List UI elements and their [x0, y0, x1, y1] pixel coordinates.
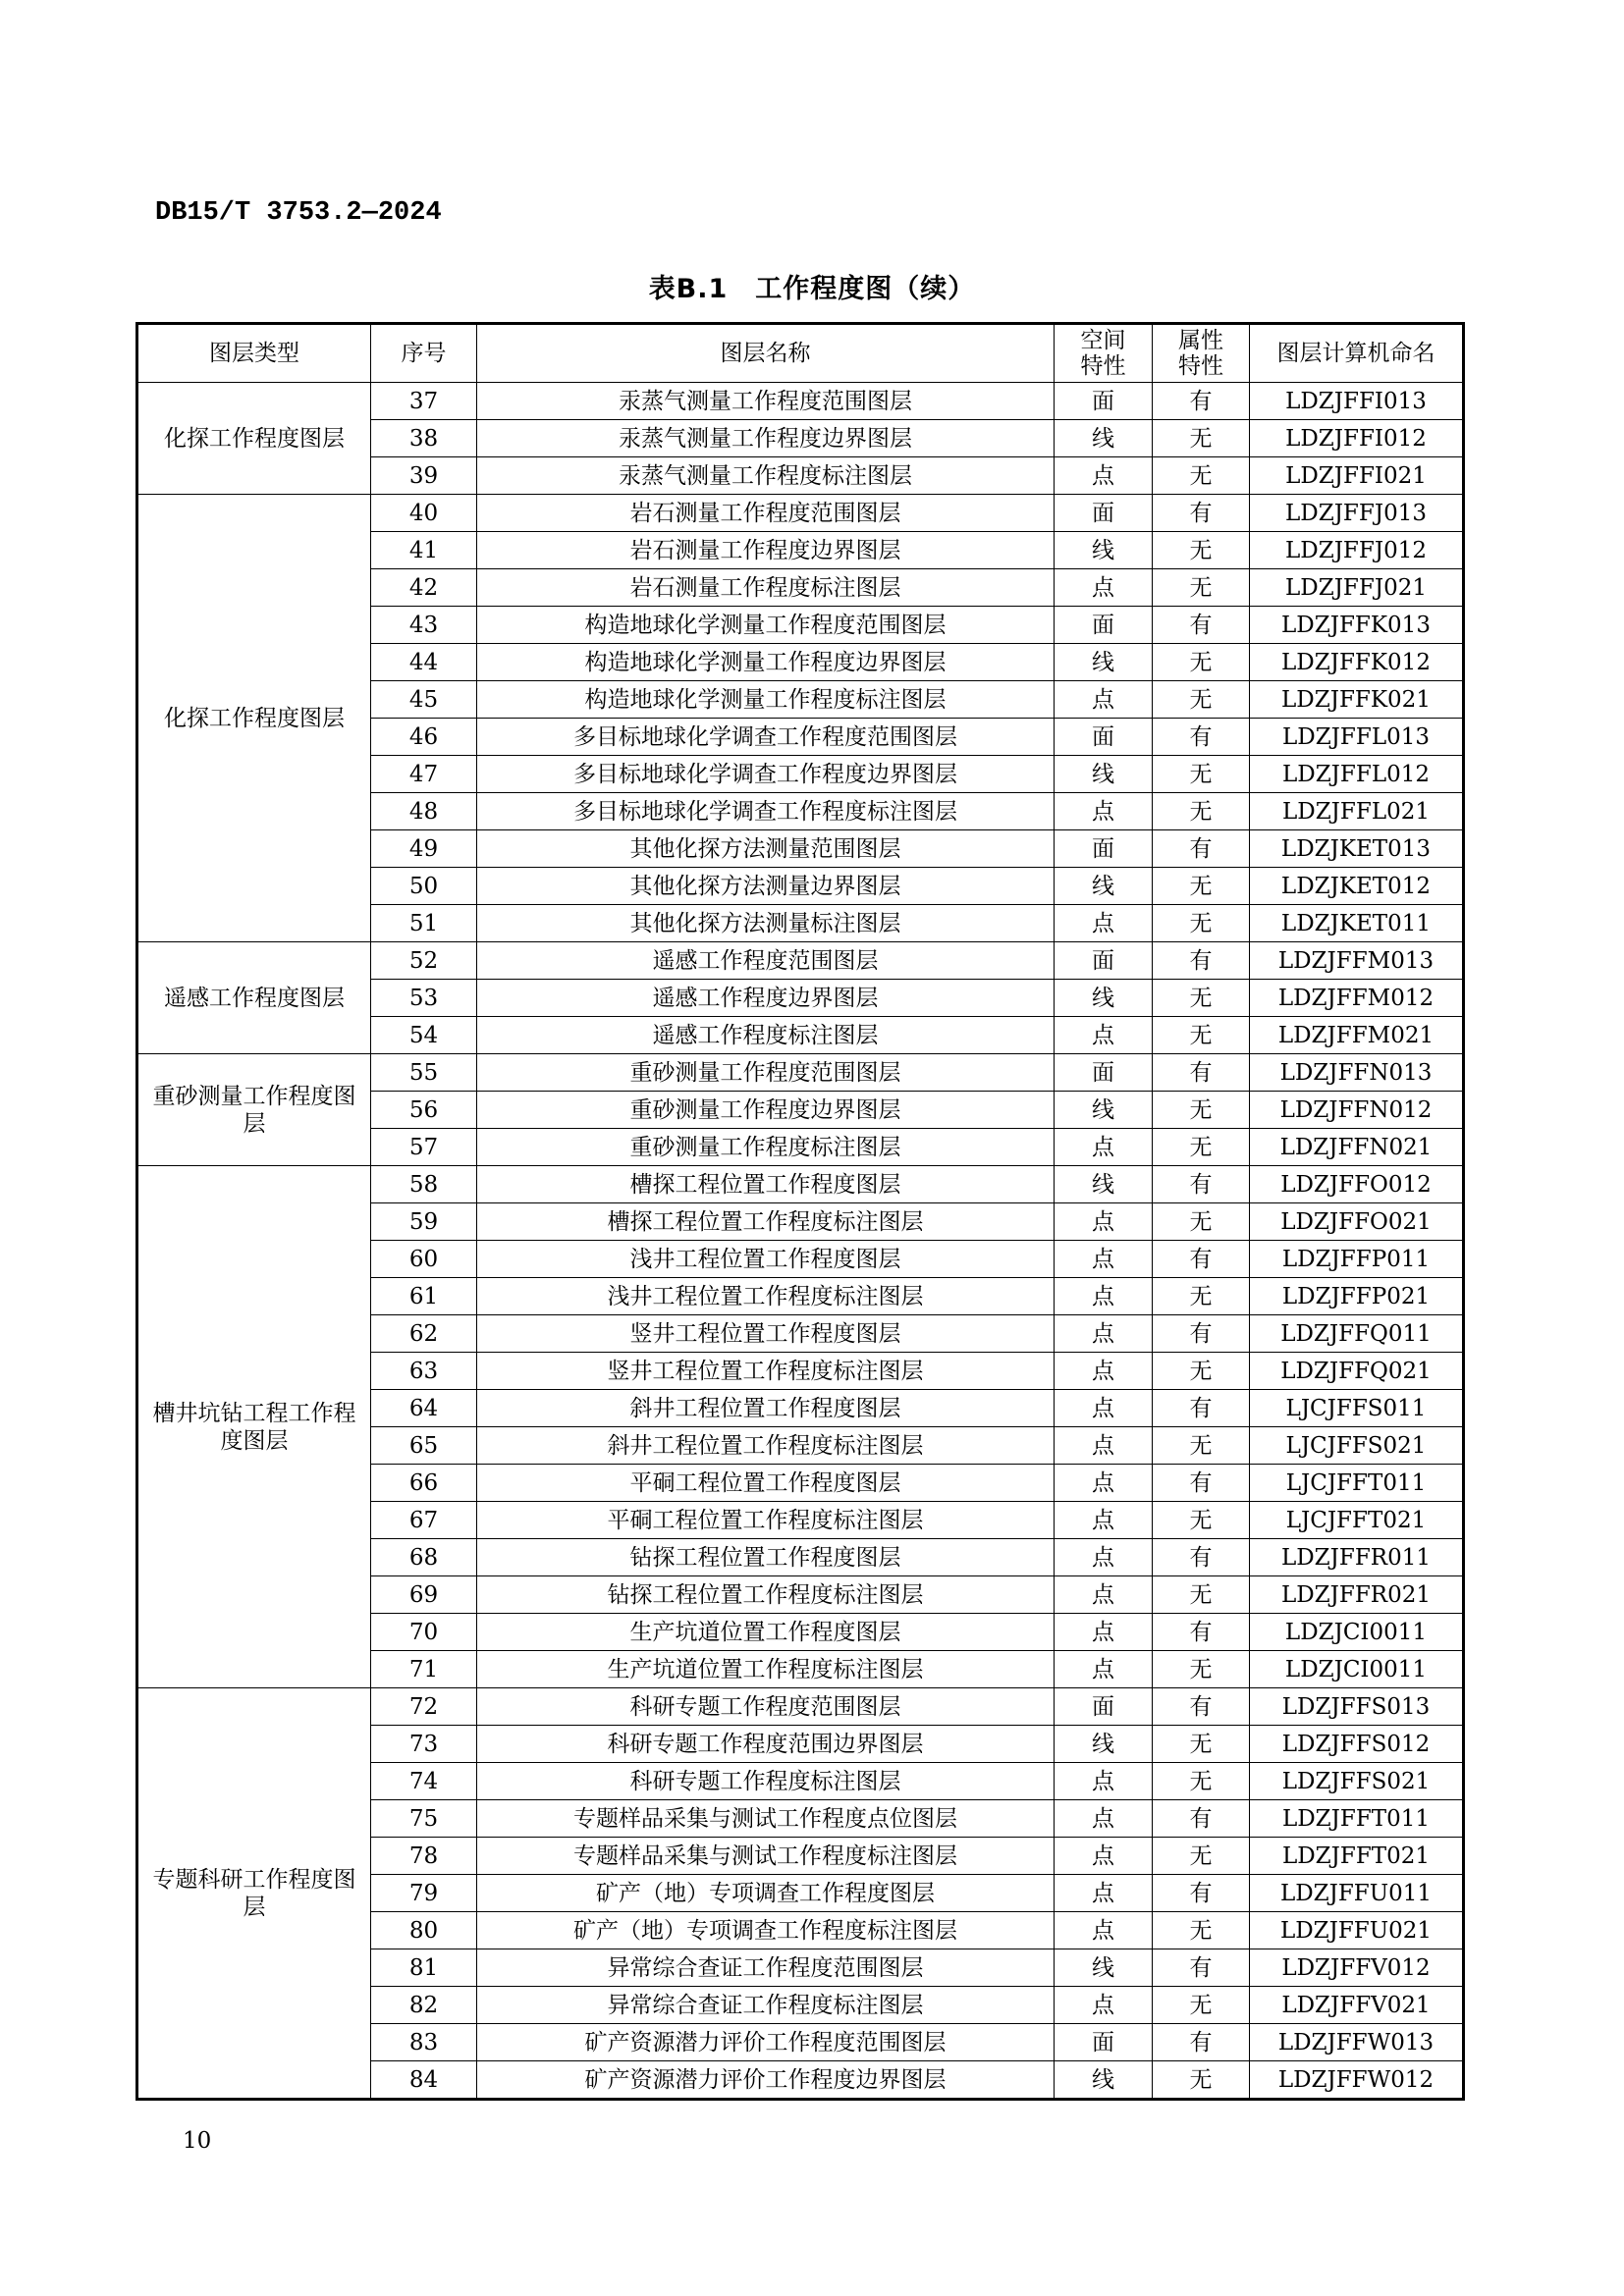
layer-name-cell: 重砂测量工作程度标注图层 [477, 1129, 1055, 1166]
computer-name-cell: LJCJFFS011 [1250, 1390, 1464, 1427]
layer-name-cell: 矿产（地）专项调查工作程度图层 [477, 1875, 1055, 1912]
layer-name-cell: 矿产资源潜力评价工作程度范围图层 [477, 2024, 1055, 2061]
computer-name-cell: LDZJKET011 [1250, 905, 1464, 942]
seq-cell: 80 [371, 1912, 477, 1949]
computer-name-cell: LDZJFFT011 [1250, 1800, 1464, 1838]
layer-name-cell: 竖井工程位置工作程度标注图层 [477, 1353, 1055, 1390]
header-seq: 序号 [371, 324, 477, 383]
attribute-cell: 有 [1153, 1390, 1250, 1427]
layer-name-cell: 平硐工程位置工作程度图层 [477, 1465, 1055, 1502]
attribute-cell: 无 [1153, 1838, 1250, 1875]
computer-name-cell: LDZJFFN012 [1250, 1092, 1464, 1129]
layer-name-cell: 异常综合查证工作程度范围图层 [477, 1949, 1055, 1987]
attribute-cell: 有 [1153, 1241, 1250, 1278]
layer-name-cell: 浅井工程位置工作程度标注图层 [477, 1278, 1055, 1315]
computer-name-cell: LDZJFFO021 [1250, 1203, 1464, 1241]
seq-cell: 37 [371, 383, 477, 420]
spatial-cell: 线 [1055, 644, 1153, 681]
computer-name-cell: LDZJFFJ013 [1250, 495, 1464, 532]
attribute-cell: 有 [1153, 1539, 1250, 1576]
seq-cell: 64 [371, 1390, 477, 1427]
computer-name-cell: LDZJKET013 [1250, 830, 1464, 868]
computer-name-cell: LJCJFFS021 [1250, 1427, 1464, 1465]
computer-name-cell: LDZJFFW012 [1250, 2061, 1464, 2100]
spatial-cell: 点 [1055, 793, 1153, 830]
layer-name-cell: 浅井工程位置工作程度图层 [477, 1241, 1055, 1278]
header-layer-type: 图层类型 [137, 324, 371, 383]
layer-name-cell: 槽探工程位置工作程度标注图层 [477, 1203, 1055, 1241]
attribute-cell: 有 [1153, 830, 1250, 868]
computer-name-cell: LDZJFFV021 [1250, 1987, 1464, 2024]
layer-name-cell: 专题样品采集与测试工作程度标注图层 [477, 1838, 1055, 1875]
seq-cell: 79 [371, 1875, 477, 1912]
computer-name-cell: LDZJFFM013 [1250, 942, 1464, 980]
layer-name-cell: 岩石测量工作程度边界图层 [477, 532, 1055, 569]
spatial-cell: 面 [1055, 719, 1153, 756]
table-row [137, 1688, 1464, 1726]
computer-name-cell: LDZJFFU011 [1250, 1875, 1464, 1912]
layer-name-cell: 重砂测量工作程度范围图层 [477, 1054, 1055, 1092]
attribute-cell: 无 [1153, 2061, 1250, 2100]
computer-name-cell: LDZJFFR011 [1250, 1539, 1464, 1576]
attribute-cell: 无 [1153, 1651, 1250, 1688]
seq-cell: 73 [371, 1726, 477, 1763]
computer-name-cell: LDZJFFK021 [1250, 681, 1464, 719]
computer-name-cell: LDZJFFK012 [1250, 644, 1464, 681]
seq-cell: 70 [371, 1614, 477, 1651]
spatial-cell: 点 [1055, 1576, 1153, 1614]
seq-cell: 41 [371, 532, 477, 569]
attribute-cell: 有 [1153, 1054, 1250, 1092]
seq-cell: 63 [371, 1353, 477, 1390]
spatial-cell: 点 [1055, 1129, 1153, 1166]
seq-cell: 60 [371, 1241, 477, 1278]
computer-name-cell: LDZJFFP021 [1250, 1278, 1464, 1315]
spatial-cell: 点 [1055, 1502, 1153, 1539]
spatial-cell: 点 [1055, 1912, 1153, 1949]
layer-name-cell: 槽探工程位置工作程度图层 [477, 1166, 1055, 1203]
attribute-cell: 有 [1153, 1688, 1250, 1726]
layer-name-cell: 重砂测量工作程度边界图层 [477, 1092, 1055, 1129]
spatial-cell: 面 [1055, 1688, 1153, 1726]
seq-cell: 46 [371, 719, 477, 756]
table-row [137, 942, 1464, 980]
attribute-cell: 无 [1153, 1726, 1250, 1763]
table-title: 表B.1 工作程度图（续） [648, 274, 976, 304]
seq-cell: 55 [371, 1054, 477, 1092]
spatial-cell: 点 [1055, 1427, 1153, 1465]
computer-name-cell: LDZJCI0011 [1250, 1614, 1464, 1651]
spatial-cell: 点 [1055, 1203, 1153, 1241]
page-number: 10 [183, 2128, 212, 2154]
layer-name-cell: 矿产资源潜力评价工作程度边界图层 [477, 2061, 1055, 2100]
layer-name-cell: 其他化探方法测量范围图层 [477, 830, 1055, 868]
computer-name-cell: LDZJFFQ021 [1250, 1353, 1464, 1390]
attribute-cell: 有 [1153, 607, 1250, 644]
layer-name-cell: 专题样品采集与测试工作程度点位图层 [477, 1800, 1055, 1838]
spatial-cell: 点 [1055, 1278, 1153, 1315]
attribute-cell: 无 [1153, 905, 1250, 942]
attribute-cell: 无 [1153, 1129, 1250, 1166]
seq-cell: 75 [371, 1800, 477, 1838]
computer-name-cell: LDZJFFR021 [1250, 1576, 1464, 1614]
layer-name-cell: 科研专题工作程度范围图层 [477, 1688, 1055, 1726]
seq-cell: 67 [371, 1502, 477, 1539]
computer-name-cell: LDZJFFJ012 [1250, 532, 1464, 569]
computer-name-cell: LDZJFFJ021 [1250, 569, 1464, 607]
spatial-cell: 点 [1055, 1987, 1153, 2024]
spatial-cell: 面 [1055, 383, 1153, 420]
layer-name-cell: 斜井工程位置工作程度标注图层 [477, 1427, 1055, 1465]
spatial-cell: 点 [1055, 1651, 1153, 1688]
attribute-cell: 无 [1153, 1203, 1250, 1241]
attribute-cell: 无 [1153, 681, 1250, 719]
layer-name-cell: 岩石测量工作程度标注图层 [477, 569, 1055, 607]
attribute-cell: 无 [1153, 457, 1250, 495]
layer-name-cell: 构造地球化学测量工作程度范围图层 [477, 607, 1055, 644]
seq-cell: 51 [371, 905, 477, 942]
attribute-cell: 无 [1153, 644, 1250, 681]
seq-cell: 47 [371, 756, 477, 793]
spatial-cell: 面 [1055, 942, 1153, 980]
spatial-cell: 线 [1055, 1726, 1153, 1763]
layer-table [135, 322, 1465, 2101]
header-layer-name: 图层名称 [477, 324, 1055, 383]
spatial-cell: 面 [1055, 495, 1153, 532]
layer-name-cell: 竖井工程位置工作程度图层 [477, 1315, 1055, 1353]
seq-cell: 59 [371, 1203, 477, 1241]
attribute-cell: 有 [1153, 1315, 1250, 1353]
spatial-cell: 面 [1055, 2024, 1153, 2061]
computer-name-cell: LDZJFFS021 [1250, 1763, 1464, 1800]
seq-cell: 56 [371, 1092, 477, 1129]
layer-name-cell: 生产坑道位置工作程度图层 [477, 1614, 1055, 1651]
attribute-cell: 有 [1153, 719, 1250, 756]
computer-name-cell: LDZJFFM021 [1250, 1017, 1464, 1054]
header-attribute: 属性特性 [1153, 324, 1250, 383]
spatial-cell: 点 [1055, 569, 1153, 607]
layer-name-cell: 其他化探方法测量标注图层 [477, 905, 1055, 942]
table-row [137, 1166, 1464, 1203]
computer-name-cell: LDZJFFK013 [1250, 607, 1464, 644]
attribute-cell: 无 [1153, 1576, 1250, 1614]
spatial-cell: 面 [1055, 1054, 1153, 1092]
attribute-cell: 有 [1153, 1800, 1250, 1838]
attribute-cell: 有 [1153, 383, 1250, 420]
seq-cell: 49 [371, 830, 477, 868]
seq-cell: 57 [371, 1129, 477, 1166]
computer-name-cell: LDZJFFI013 [1250, 383, 1464, 420]
seq-cell: 45 [371, 681, 477, 719]
layer-name-cell: 异常综合查证工作程度标注图层 [477, 1987, 1055, 2024]
seq-cell: 50 [371, 868, 477, 905]
attribute-cell: 无 [1153, 868, 1250, 905]
attribute-cell: 无 [1153, 420, 1250, 457]
computer-name-cell: LDZJCI0011 [1250, 1651, 1464, 1688]
layer-name-cell: 钻探工程位置工作程度标注图层 [477, 1576, 1055, 1614]
seq-cell: 84 [371, 2061, 477, 2100]
spatial-cell: 点 [1055, 1353, 1153, 1390]
seq-cell: 72 [371, 1688, 477, 1726]
spatial-cell: 面 [1055, 607, 1153, 644]
seq-cell: 71 [371, 1651, 477, 1688]
attribute-cell: 无 [1153, 1353, 1250, 1390]
seq-cell: 43 [371, 607, 477, 644]
seq-cell: 61 [371, 1278, 477, 1315]
seq-cell: 44 [371, 644, 477, 681]
attribute-cell: 有 [1153, 1614, 1250, 1651]
spatial-cell: 线 [1055, 1949, 1153, 1987]
attribute-cell: 无 [1153, 1427, 1250, 1465]
layer-name-cell: 岩石测量工作程度范围图层 [477, 495, 1055, 532]
layer-name-cell: 汞蒸气测量工作程度标注图层 [477, 457, 1055, 495]
layer-type-cell: 专题科研工作程度图层 [137, 1688, 371, 2100]
layer-name-cell: 斜井工程位置工作程度图层 [477, 1390, 1055, 1427]
spatial-cell: 线 [1055, 532, 1153, 569]
seq-cell: 58 [371, 1166, 477, 1203]
computer-name-cell: LDZJFFU021 [1250, 1912, 1464, 1949]
spatial-cell: 点 [1055, 1763, 1153, 1800]
spatial-cell: 线 [1055, 420, 1153, 457]
spatial-cell: 面 [1055, 830, 1153, 868]
layer-name-cell: 汞蒸气测量工作程度边界图层 [477, 420, 1055, 457]
attribute-cell: 有 [1153, 1166, 1250, 1203]
spatial-cell: 线 [1055, 756, 1153, 793]
computer-name-cell: LDZJFFT021 [1250, 1838, 1464, 1875]
layer-name-cell: 科研专题工作程度标注图层 [477, 1763, 1055, 1800]
spatial-cell: 线 [1055, 2061, 1153, 2100]
spatial-cell: 线 [1055, 980, 1153, 1017]
computer-name-cell: LDZJFFL012 [1250, 756, 1464, 793]
seq-cell: 83 [371, 2024, 477, 2061]
table-row [137, 495, 1464, 532]
layer-name-cell: 遥感工作程度标注图层 [477, 1017, 1055, 1054]
table-row [137, 1054, 1464, 1092]
layer-name-cell: 遥感工作程度边界图层 [477, 980, 1055, 1017]
seq-cell: 48 [371, 793, 477, 830]
seq-cell: 42 [371, 569, 477, 607]
spatial-cell: 点 [1055, 905, 1153, 942]
seq-cell: 68 [371, 1539, 477, 1576]
attribute-cell: 有 [1153, 2024, 1250, 2061]
spatial-cell: 点 [1055, 1465, 1153, 1502]
seq-cell: 53 [371, 980, 477, 1017]
layer-name-cell: 生产坑道位置工作程度标注图层 [477, 1651, 1055, 1688]
seq-cell: 82 [371, 1987, 477, 2024]
seq-cell: 40 [371, 495, 477, 532]
layer-name-cell: 构造地球化学测量工作程度标注图层 [477, 681, 1055, 719]
table-header-row [137, 324, 1464, 383]
spatial-cell: 点 [1055, 457, 1153, 495]
spatial-cell: 点 [1055, 1017, 1153, 1054]
attribute-cell: 有 [1153, 495, 1250, 532]
layer-name-cell: 平硐工程位置工作程度标注图层 [477, 1502, 1055, 1539]
spatial-cell: 线 [1055, 1166, 1153, 1203]
seq-cell: 62 [371, 1315, 477, 1353]
attribute-cell: 无 [1153, 1017, 1250, 1054]
attribute-cell: 有 [1153, 1875, 1250, 1912]
seq-cell: 65 [371, 1427, 477, 1465]
layer-type-cell: 槽井坑钻工程工作程度图层 [137, 1166, 371, 1688]
computer-name-cell: LDZJFFS013 [1250, 1688, 1464, 1726]
spatial-cell: 点 [1055, 1838, 1153, 1875]
layer-name-cell: 汞蒸气测量工作程度范围图层 [477, 383, 1055, 420]
attribute-cell: 无 [1153, 756, 1250, 793]
computer-name-cell: LDZJFFI021 [1250, 457, 1464, 495]
layer-name-cell: 其他化探方法测量边界图层 [477, 868, 1055, 905]
seq-cell: 74 [371, 1763, 477, 1800]
spatial-cell: 点 [1055, 1875, 1153, 1912]
layer-name-cell: 钻探工程位置工作程度图层 [477, 1539, 1055, 1576]
attribute-cell: 有 [1153, 1949, 1250, 1987]
header-spatial: 空间特性 [1055, 324, 1153, 383]
seq-cell: 52 [371, 942, 477, 980]
layer-type-cell: 重砂测量工作程度图层 [137, 1054, 371, 1166]
computer-name-cell: LDZJFFS012 [1250, 1726, 1464, 1763]
attribute-cell: 无 [1153, 1092, 1250, 1129]
layer-name-cell: 构造地球化学测量工作程度边界图层 [477, 644, 1055, 681]
header-computer-name: 图层计算机命名 [1250, 324, 1464, 383]
spatial-cell: 点 [1055, 1539, 1153, 1576]
computer-name-cell: LDZJFFV012 [1250, 1949, 1464, 1987]
spatial-cell: 线 [1055, 1092, 1153, 1129]
computer-name-cell: LDZJFFP011 [1250, 1241, 1464, 1278]
spatial-cell: 点 [1055, 1614, 1153, 1651]
computer-name-cell: LDZJFFI012 [1250, 420, 1464, 457]
attribute-cell: 无 [1153, 1278, 1250, 1315]
attribute-cell: 无 [1153, 980, 1250, 1017]
computer-name-cell: LDZJFFQ011 [1250, 1315, 1464, 1353]
attribute-cell: 无 [1153, 1763, 1250, 1800]
spatial-cell: 点 [1055, 1390, 1153, 1427]
spatial-cell: 点 [1055, 1800, 1153, 1838]
attribute-cell: 无 [1153, 1987, 1250, 2024]
computer-name-cell: LDZJFFL021 [1250, 793, 1464, 830]
computer-name-cell: LDZJFFO012 [1250, 1166, 1464, 1203]
attribute-cell: 无 [1153, 569, 1250, 607]
layer-name-cell: 多目标地球化学调查工作程度边界图层 [477, 756, 1055, 793]
table-row [137, 383, 1464, 420]
computer-name-cell: LDZJFFM012 [1250, 980, 1464, 1017]
layer-name-cell: 遥感工作程度范围图层 [477, 942, 1055, 980]
seq-cell: 81 [371, 1949, 477, 1987]
computer-name-cell: LDZJFFW013 [1250, 2024, 1464, 2061]
layer-type-cell: 化探工作程度图层 [137, 495, 371, 942]
seq-cell: 54 [371, 1017, 477, 1054]
computer-name-cell: LDZJKET012 [1250, 868, 1464, 905]
computer-name-cell: LJCJFFT011 [1250, 1465, 1464, 1502]
spatial-cell: 点 [1055, 681, 1153, 719]
computer-name-cell: LJCJFFT021 [1250, 1502, 1464, 1539]
layer-type-cell: 化探工作程度图层 [137, 383, 371, 495]
seq-cell: 66 [371, 1465, 477, 1502]
attribute-cell: 有 [1153, 942, 1250, 980]
document-code: DB15/T 3753.2—2024 [155, 198, 442, 228]
attribute-cell: 无 [1153, 1912, 1250, 1949]
seq-cell: 38 [371, 420, 477, 457]
seq-cell: 39 [371, 457, 477, 495]
layer-name-cell: 矿产（地）专项调查工作程度标注图层 [477, 1912, 1055, 1949]
computer-name-cell: LDZJFFN013 [1250, 1054, 1464, 1092]
spatial-cell: 点 [1055, 1315, 1153, 1353]
computer-name-cell: LDZJFFN021 [1250, 1129, 1464, 1166]
attribute-cell: 无 [1153, 1502, 1250, 1539]
spatial-cell: 点 [1055, 1241, 1153, 1278]
seq-cell: 78 [371, 1838, 477, 1875]
spatial-cell: 线 [1055, 868, 1153, 905]
attribute-cell: 无 [1153, 532, 1250, 569]
attribute-cell: 有 [1153, 1465, 1250, 1502]
layer-name-cell: 多目标地球化学调查工作程度标注图层 [477, 793, 1055, 830]
layer-name-cell: 多目标地球化学调查工作程度范围图层 [477, 719, 1055, 756]
attribute-cell: 无 [1153, 793, 1250, 830]
layer-type-cell: 遥感工作程度图层 [137, 942, 371, 1054]
computer-name-cell: LDZJFFL013 [1250, 719, 1464, 756]
seq-cell: 69 [371, 1576, 477, 1614]
layer-name-cell: 科研专题工作程度范围边界图层 [477, 1726, 1055, 1763]
